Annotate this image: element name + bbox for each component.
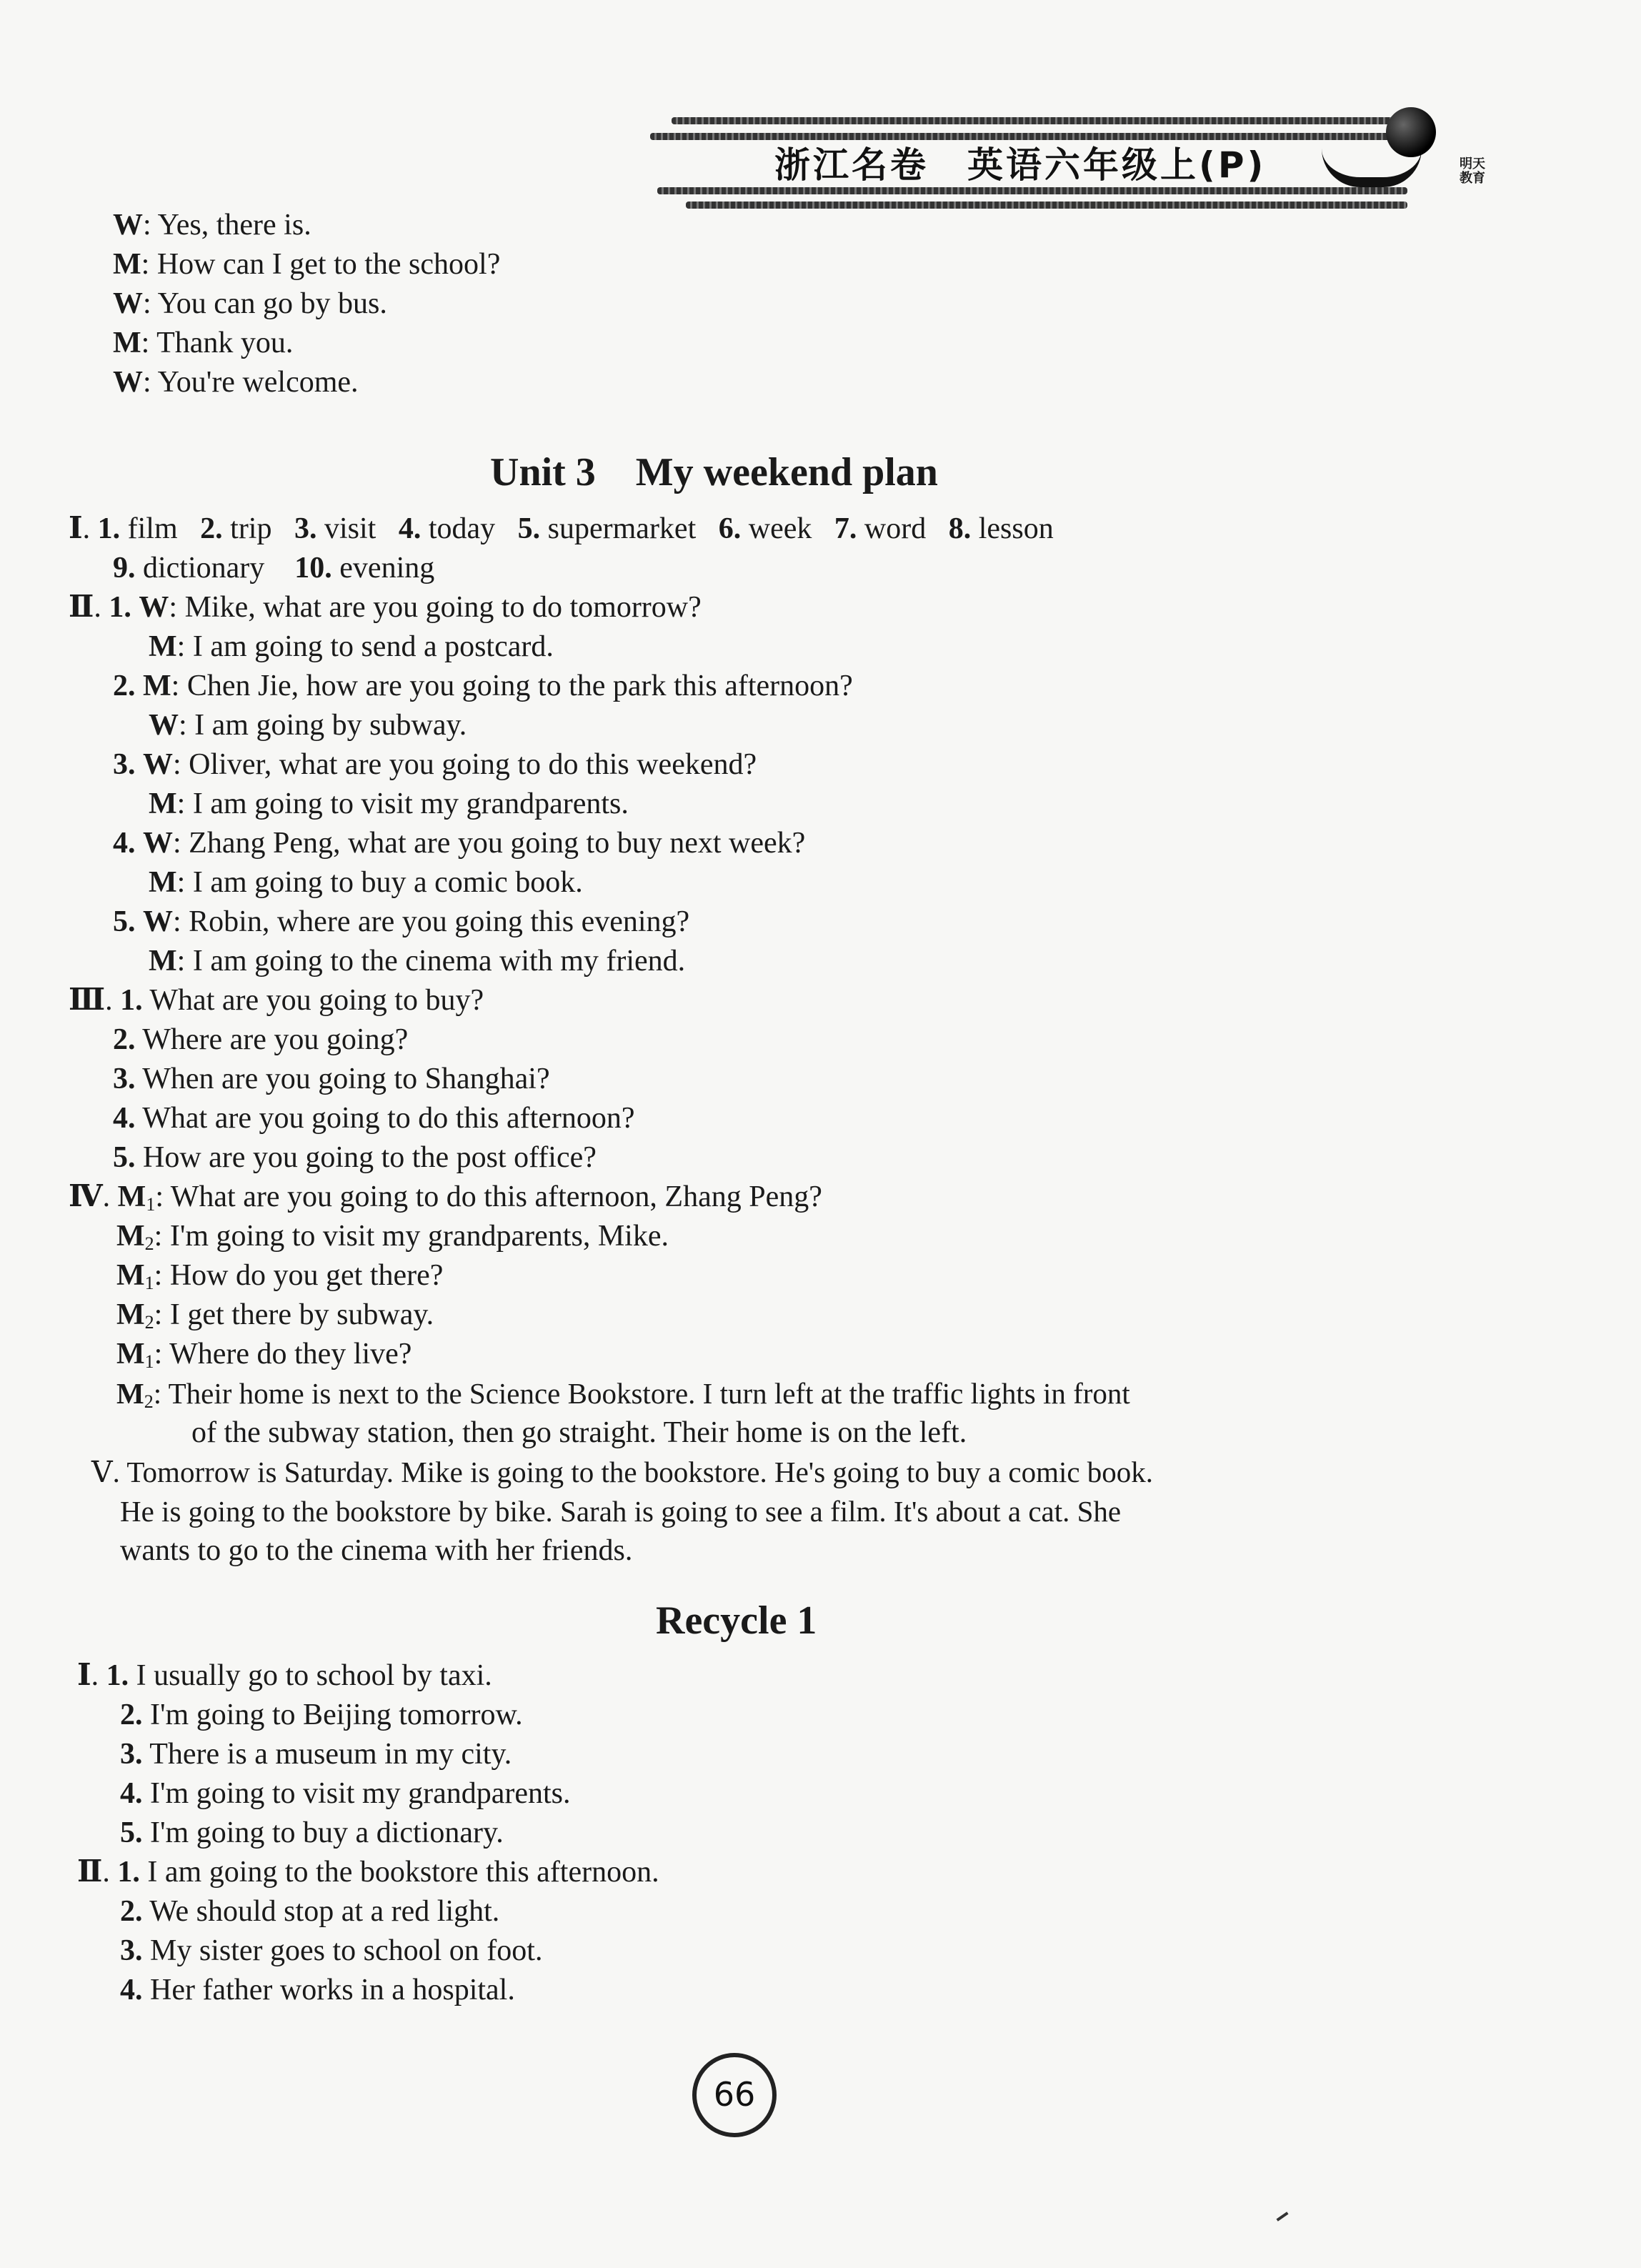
unit3-section-4-line: $M_2$: I'm going to visit my grandparents, Mike.	[116, 1220, 669, 1254]
recycle-1-heading: Recycle 1	[656, 1598, 817, 1643]
unit3-section-4-line: Ⅳ. $M_1$: What are you going to do this afternoon, Zhang Peng?	[69, 1180, 822, 1215]
unit3-section-2-line: 3. W: Oliver, what are you going to do this weekend?	[113, 748, 757, 781]
unit3-section-3-line: 5. How are you going to the post office?	[113, 1141, 597, 1174]
recycle1-section-1-line: Ⅰ. 1. I usually go to school by taxi.	[77, 1659, 492, 1692]
pen-mark	[1276, 2212, 1288, 2222]
unit3-section-2-line: M: I am going to send a postcard.	[149, 630, 554, 663]
logo-swoosh-icon	[1322, 149, 1422, 187]
unit3-section-3-line: Ⅲ. 1. What are you going to buy?	[69, 984, 484, 1017]
page-number: 66	[692, 2053, 777, 2137]
unit3-section-3-line: 3. When are you going to Shanghai?	[113, 1063, 550, 1095]
dialogue-line: M: Thank you.	[113, 327, 294, 359]
recycle1-section-1-line: 2. I'm going to Beijing tomorrow.	[120, 1698, 523, 1731]
unit3-section-2-line: M: I am going to visit my grandparents.	[149, 787, 629, 820]
header-stripe	[657, 187, 1407, 194]
recycle1-section-1-line: 5. I'm going to buy a dictionary.	[120, 1816, 504, 1849]
recycle1-section-2-line: 4. Her father works in a hospital.	[120, 1974, 515, 2006]
unit3-section-2-line: M: I am going to the cinema with my friend.	[149, 945, 686, 978]
recycle1-section-1-line: 3. There is a museum in my city.	[120, 1738, 512, 1771]
unit3-section-4-line: $M_2$: I get there by subway.	[116, 1298, 434, 1333]
page-header-banner	[643, 107, 1493, 214]
unit3-section-4-line: $M_1$: How do you get there?	[116, 1259, 444, 1293]
unit3-section-2-line: Ⅱ. 1. W: Mike, what are you going to do tomorrow?	[69, 591, 702, 624]
recycle1-section-1-line: 4. I'm going to visit my grandparents.	[120, 1777, 571, 1810]
unit3-section-4-line: $M_1$: Where do they live?	[116, 1338, 412, 1372]
unit3-section-1-line: 9. dictionary 10. evening	[113, 552, 435, 585]
unit3-section-3-line: 4. What are you going to do this afternoon?	[113, 1102, 635, 1135]
publisher-logo-text: 明天教育	[1460, 156, 1485, 186]
unit3-section-5-line: wants to go to the cinema with her friends.	[120, 1534, 633, 1567]
unit3-section-1-line: Ⅰ. 1. film 2. trip 3. visit 4. today 5. supermarket 6. week 7. word 8. lesson	[69, 512, 1054, 545]
unit3-section-3-line: 2. Where are you going?	[113, 1023, 409, 1056]
dialogue-line: W: Yes, there is.	[113, 209, 311, 242]
header-stripe	[650, 133, 1407, 140]
header-title: 浙江名卷 英语六年级上(P)	[764, 144, 1276, 186]
header-stripe	[686, 202, 1407, 209]
recycle1-section-2-line: 2. We should stop at a red light.	[120, 1895, 500, 1928]
unit3-section-2-line: 5. W: Robin, where are you going this evening?	[113, 905, 690, 938]
unit3-section-4-continuation: of the subway station, then go straight. Their home is on the left.	[191, 1416, 967, 1449]
unit3-section-2-line: 4. W: Zhang Peng, what are you going to buy next week?	[113, 827, 806, 860]
unit-3-heading: Unit 3 My weekend plan	[490, 450, 938, 494]
unit3-section-2-line: W: I am going by subway.	[149, 709, 467, 742]
dialogue-line: W: You're welcome.	[113, 366, 359, 399]
recycle1-section-2-line: 3. My sister goes to school on foot.	[120, 1934, 543, 1967]
unit3-section-2-line: M: I am going to buy a comic book.	[149, 866, 583, 899]
unit3-section-4-line: $M_2$: Their home is next to the Science Bookstore. I turn left at the traffic lights in front	[116, 1377, 1130, 1412]
dialogue-line: W: You can go by bus.	[113, 287, 387, 320]
header-stripe	[672, 117, 1407, 124]
unit3-section-5-line: He is going to the bookstore by bike. Sarah is going to see a film. It's about a cat. She	[120, 1495, 1122, 1528]
recycle1-section-2-line: Ⅱ. 1. I am going to the bookstore this afternoon.	[77, 1856, 659, 1889]
unit3-section-2-line: 2. M: Chen Jie, how are you going to the park this afternoon?	[113, 670, 853, 702]
dialogue-line: M: How can I get to the school?	[113, 248, 501, 281]
unit3-section-5-line: Ⅴ. Tomorrow is Saturday. Mike is going to the bookstore. He's going to buy a comic book.	[91, 1456, 1154, 1488]
